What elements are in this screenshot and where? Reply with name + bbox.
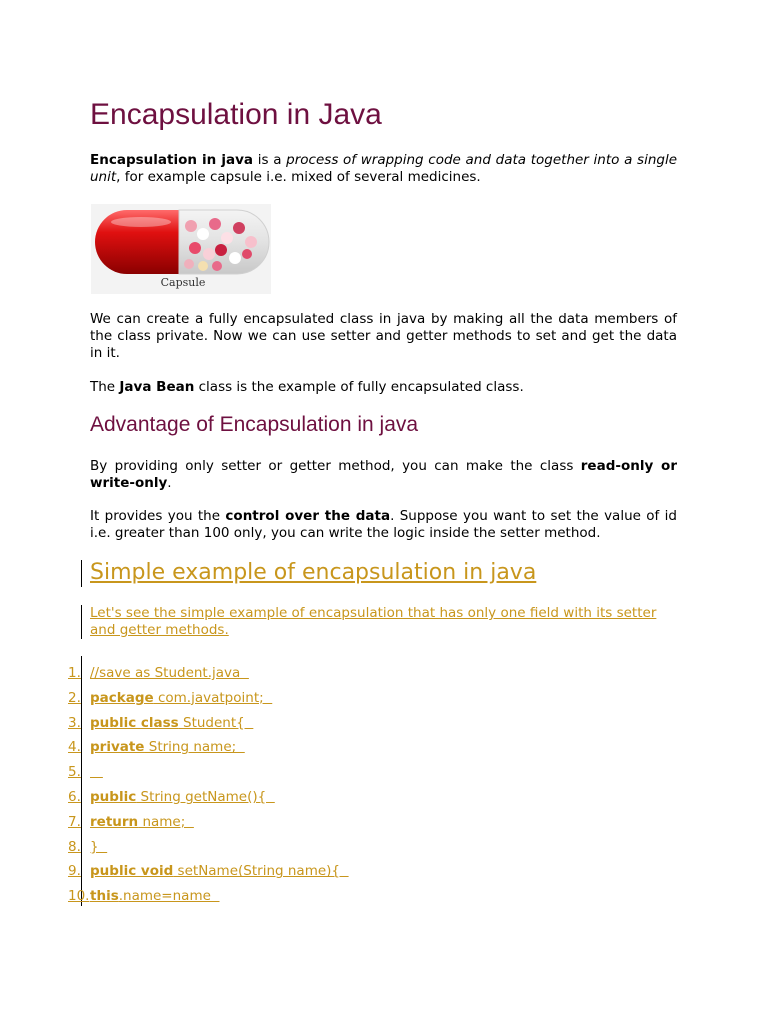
code-rest: name; <box>138 813 194 830</box>
code-line-number: 2. <box>68 689 81 706</box>
code-rest: setName(String name){ <box>173 863 349 880</box>
intro-italic: process of wrapping code and data together into a single unit <box>90 152 678 185</box>
adv1-pre: By providing only setter or getter method, you can make the class <box>90 458 581 474</box>
code-rest: } <box>90 838 108 855</box>
code-line-number: 6. <box>68 788 81 805</box>
capsule-caption: Capsule <box>160 276 206 289</box>
code-line-number: 3. <box>68 714 81 731</box>
code-line-text <box>90 663 249 683</box>
code-line-text <box>90 837 107 857</box>
code-line-number: 8. <box>68 838 81 855</box>
paragraph-private-members: We can create a fully encapsulated class in java by making all the data members of the class private. Now we can use setter and getter methods to set and get the data in it. <box>90 311 677 361</box>
code-line-text <box>90 688 272 708</box>
code-keyword: public class <box>90 714 179 731</box>
para3-bold: Java Bean <box>119 379 195 395</box>
code-line-number: 9. <box>68 863 81 880</box>
code-keyword: public void <box>90 863 174 880</box>
code-line-number: 7. <box>68 813 81 830</box>
code-line-text <box>90 737 245 757</box>
code-line-number: 4. <box>68 739 81 756</box>
code-keyword: this <box>90 888 119 905</box>
heading-margin-bar <box>81 560 82 587</box>
paragraph-java-bean <box>90 379 677 396</box>
code-line-text <box>90 713 253 733</box>
code-rest: //save as Student.java <box>90 665 249 681</box>
adv2-pre: It provides you the <box>90 508 226 524</box>
example-heading-link[interactable]: Simple example of encapsulation in java <box>90 560 537 585</box>
example-intro-link[interactable]: Let's see the simple example of encapsulation that has only one field with its setter and getter methods. <box>90 605 657 638</box>
code-line-text <box>90 812 194 832</box>
para3-pre: The <box>90 379 120 395</box>
intro-bold: Encapsulation in java <box>90 152 254 168</box>
para3-post: class is the example of fully encapsulated class. <box>194 379 524 395</box>
code-line-number: 5. <box>68 764 81 781</box>
code-keyword: return <box>90 813 139 830</box>
adv2-post: . Suppose you want to set the value of id i.e. greater than 100 only, you can write the logic inside the setter method. <box>90 508 677 541</box>
code-keyword: package <box>90 689 154 706</box>
page-title: Encapsulation in Java <box>90 98 382 131</box>
intro-mid: is a <box>253 152 287 168</box>
intro-paragraph <box>90 152 677 186</box>
capsule-image <box>91 204 271 294</box>
adv1-bold: read-only or write-only <box>90 458 677 491</box>
code-line-text <box>90 787 275 807</box>
code-rest: .name=name <box>118 888 220 905</box>
code-line-text <box>90 886 220 906</box>
code-line-text <box>90 861 349 881</box>
intro-margin-bar <box>81 605 82 639</box>
code-rest: String getName(){ <box>136 788 275 805</box>
advantage-paragraph-2 <box>90 508 677 542</box>
code-rest: com.javatpoint; <box>153 689 273 706</box>
code-keyword: private <box>90 739 145 756</box>
intro-tail: , for example capsule i.e. mixed of several medicines. <box>116 169 481 185</box>
advantage-paragraph-1 <box>90 458 677 492</box>
advantage-heading: Advantage of Encapsulation in java <box>90 413 419 436</box>
code-line-number: 10. <box>68 888 90 905</box>
code-rest: String name; <box>144 739 245 756</box>
adv1-post: . <box>167 475 172 491</box>
code-rest <box>90 764 103 780</box>
code-rest: Student{ <box>178 714 254 731</box>
code-line-text <box>90 762 103 782</box>
adv2-bold: control over the data <box>225 508 391 524</box>
code-line-number: 1. <box>68 665 81 681</box>
code-keyword: public <box>90 788 137 805</box>
